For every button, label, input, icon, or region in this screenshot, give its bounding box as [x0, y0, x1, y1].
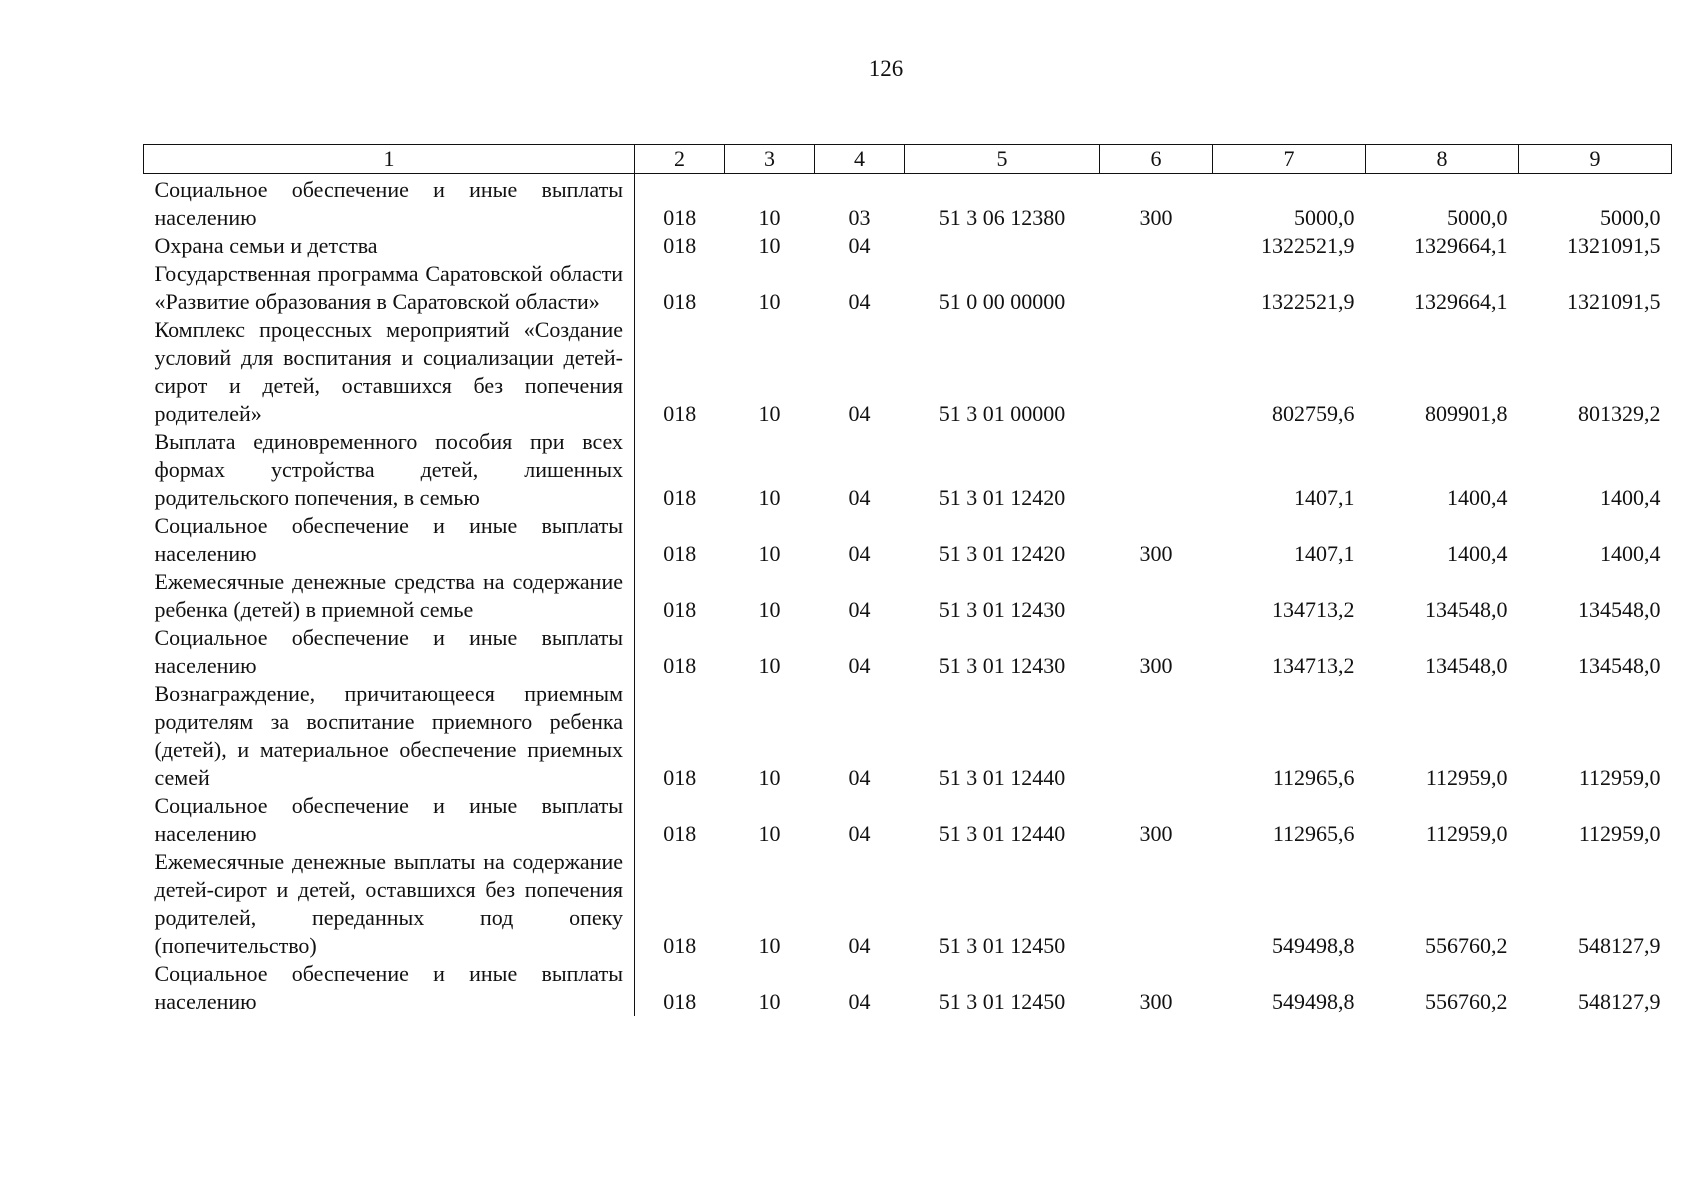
- row-subsection-code: 04: [848, 933, 871, 958]
- row-subsection-code: 04: [848, 597, 871, 622]
- row-ved-code: 018: [663, 289, 697, 314]
- row-sum-year-2: 556760,2: [1425, 989, 1508, 1014]
- row-ved-code: 018: [663, 541, 697, 566]
- table-row: [144, 848, 1672, 960]
- row-sum-year-1: 112965,6: [1272, 821, 1355, 846]
- row-sum-year-2: 112959,0: [1425, 765, 1508, 790]
- budget-table-container: [143, 144, 1671, 1016]
- row-sum-year-2: 809901,8: [1425, 401, 1508, 426]
- row-ved-code: 018: [663, 401, 697, 426]
- row-sum-year-1: 549498,8: [1272, 989, 1355, 1014]
- row-subsection-code: 04: [848, 541, 871, 566]
- row-name: Социальное обеспечение и иные выплаты населению: [144, 512, 635, 568]
- row-sum-year-2: 134548,0: [1425, 597, 1508, 622]
- table-row: [144, 174, 1672, 233]
- row-target-article: 51 3 01 12450: [938, 989, 1066, 1014]
- row-expense-type: [1100, 848, 1213, 960]
- table-row: [144, 568, 1672, 624]
- row-section-code: 10: [758, 933, 781, 958]
- row-sum-year-3: 112959,0: [1578, 821, 1661, 846]
- row-sum-year-1: 134713,2: [1272, 597, 1355, 622]
- row-expense-type: [1100, 428, 1213, 512]
- row-ved-code: 018: [663, 205, 697, 230]
- row-sum-year-1: 1322521,9: [1261, 289, 1355, 314]
- row-subsection-code: 04: [848, 233, 871, 258]
- table-body: [144, 174, 1672, 1017]
- table-row: [144, 680, 1672, 792]
- row-subsection-code: 04: [848, 989, 871, 1014]
- row-name: Социальное обеспечение и иные выплаты населению: [144, 174, 635, 233]
- row-expense-type: 300: [1139, 653, 1173, 678]
- row-expense-type: [1100, 232, 1213, 260]
- row-ved-code: 018: [663, 933, 697, 958]
- row-sum-year-1: 802759,6: [1272, 401, 1355, 426]
- row-target-article: 51 3 01 12430: [938, 597, 1066, 622]
- row-sum-year-1: 5000,0: [1294, 205, 1355, 230]
- table-row: [144, 260, 1672, 316]
- row-sum-year-1: 1322521,9: [1261, 233, 1355, 258]
- row-expense-type: [1100, 316, 1213, 428]
- row-sum-year-3: 1400,4: [1600, 485, 1661, 510]
- row-name: Вознаграждение, причитающееся приемным родителям за воспитание приемного ребенка (детей), и материальное обеспечение приемных семей: [144, 680, 635, 792]
- row-target-article: 51 3 01 12440: [938, 765, 1066, 790]
- header-col-7: 7: [1213, 145, 1366, 174]
- row-name: Социальное обеспечение и иные выплаты населению: [144, 792, 635, 848]
- row-section-code: 10: [758, 541, 781, 566]
- table-row: [144, 792, 1672, 848]
- row-sum-year-1: 112965,6: [1272, 765, 1355, 790]
- header-col-4: 4: [815, 145, 905, 174]
- row-target-article: 51 0 00 00000: [938, 289, 1066, 314]
- row-subsection-code: 04: [848, 765, 871, 790]
- table-row: [144, 960, 1672, 1016]
- row-ved-code: 018: [663, 821, 697, 846]
- row-sum-year-2: 1329664,1: [1414, 289, 1508, 314]
- row-sum-year-2: 5000,0: [1447, 205, 1508, 230]
- row-name: Комплекс процессных мероприятий «Создание условий для воспитания и социализации детей-сирот и детей, оставшихся без попечения родителей»: [144, 316, 635, 428]
- row-sum-year-1: 549498,8: [1272, 933, 1355, 958]
- row-target-article: 51 3 01 00000: [938, 401, 1066, 426]
- row-sum-year-1: 1407,1: [1294, 541, 1355, 566]
- row-subsection-code: 04: [848, 653, 871, 678]
- row-sum-year-3: 548127,9: [1578, 989, 1661, 1014]
- row-expense-type: 300: [1139, 989, 1173, 1014]
- row-target-article: [905, 232, 1100, 260]
- row-subsection-code: 04: [848, 485, 871, 510]
- row-target-article: 51 3 06 12380: [938, 205, 1066, 230]
- row-section-code: 10: [758, 401, 781, 426]
- row-sum-year-2: 112959,0: [1425, 821, 1508, 846]
- header-col-5: 5: [905, 145, 1100, 174]
- row-sum-year-3: 548127,9: [1578, 933, 1661, 958]
- header-col-3: 3: [725, 145, 815, 174]
- table-row: [144, 624, 1672, 680]
- header-col-6: 6: [1100, 145, 1213, 174]
- row-section-code: 10: [758, 485, 781, 510]
- row-name: Государственная программа Саратовской области «Развитие образования в Саратовской области»: [144, 260, 635, 316]
- row-name: Ежемесячные денежные средства на содержание ребенка (детей) в приемной семье: [144, 568, 635, 624]
- row-expense-type: 300: [1139, 541, 1173, 566]
- table-row: [144, 316, 1672, 428]
- row-sum-year-2: 1400,4: [1447, 485, 1508, 510]
- row-subsection-code: 04: [848, 289, 871, 314]
- row-ved-code: 018: [663, 653, 697, 678]
- row-expense-type: [1100, 568, 1213, 624]
- row-section-code: 10: [758, 821, 781, 846]
- row-subsection-code: 04: [848, 401, 871, 426]
- row-ved-code: 018: [663, 765, 697, 790]
- table-row: [144, 428, 1672, 512]
- header-col-9: 9: [1519, 145, 1672, 174]
- row-target-article: 51 3 01 12450: [938, 933, 1066, 958]
- row-name: Социальное обеспечение и иные выплаты населению: [144, 960, 635, 1016]
- row-sum-year-1: 134713,2: [1272, 653, 1355, 678]
- row-sum-year-3: 112959,0: [1578, 765, 1661, 790]
- row-target-article: 51 3 01 12440: [938, 821, 1066, 846]
- row-section-code: 10: [758, 233, 781, 258]
- column-number-header-row: [144, 145, 1672, 174]
- row-section-code: 10: [758, 205, 781, 230]
- row-ved-code: 018: [663, 485, 697, 510]
- row-sum-year-2: 134548,0: [1425, 653, 1508, 678]
- row-sum-year-2: 1329664,1: [1414, 233, 1508, 258]
- row-expense-type: 300: [1139, 205, 1173, 230]
- row-target-article: 51 3 01 12420: [938, 541, 1066, 566]
- row-name: Ежемесячные денежные выплаты на содержание детей-сирот и детей, оставшихся без попечения родителей, переданных под опеку (попечительство): [144, 848, 635, 960]
- row-expense-type: [1100, 680, 1213, 792]
- row-expense-type: [1100, 260, 1213, 316]
- page-number: 126: [868, 56, 904, 81]
- table-row: [144, 512, 1672, 568]
- row-section-code: 10: [758, 289, 781, 314]
- row-sum-year-2: 1400,4: [1447, 541, 1508, 566]
- row-name: Выплата единовременного пособия при всех формах устройства детей, лишенных родительского попечения, в семью: [144, 428, 635, 512]
- row-expense-type: 300: [1139, 821, 1173, 846]
- row-sum-year-3: 1400,4: [1600, 541, 1661, 566]
- row-sum-year-3: 801329,2: [1578, 401, 1661, 426]
- row-sum-year-3: 1321091,5: [1567, 233, 1661, 258]
- row-target-article: 51 3 01 12420: [938, 485, 1066, 510]
- row-section-code: 10: [758, 989, 781, 1014]
- row-subsection-code: 04: [848, 821, 871, 846]
- row-name: Социальное обеспечение и иные выплаты населению: [144, 624, 635, 680]
- row-section-code: 10: [758, 653, 781, 678]
- row-name: Охрана семьи и детства: [144, 232, 635, 260]
- row-ved-code: 018: [663, 233, 697, 258]
- row-target-article: 51 3 01 12430: [938, 653, 1066, 678]
- row-sum-year-3: 5000,0: [1600, 205, 1661, 230]
- row-sum-year-3: 1321091,5: [1567, 289, 1661, 314]
- header-col-1: 1: [144, 145, 635, 174]
- row-section-code: 10: [758, 765, 781, 790]
- header-col-2: 2: [635, 145, 725, 174]
- header-col-8: 8: [1366, 145, 1519, 174]
- row-subsection-code: 03: [848, 205, 871, 230]
- budget-table: [143, 144, 1672, 1016]
- row-ved-code: 018: [663, 597, 697, 622]
- table-row: [144, 232, 1672, 260]
- row-sum-year-3: 134548,0: [1578, 597, 1661, 622]
- row-sum-year-2: 556760,2: [1425, 933, 1508, 958]
- row-ved-code: 018: [663, 989, 697, 1014]
- row-sum-year-3: 134548,0: [1578, 653, 1661, 678]
- row-sum-year-1: 1407,1: [1294, 485, 1355, 510]
- row-section-code: 10: [758, 597, 781, 622]
